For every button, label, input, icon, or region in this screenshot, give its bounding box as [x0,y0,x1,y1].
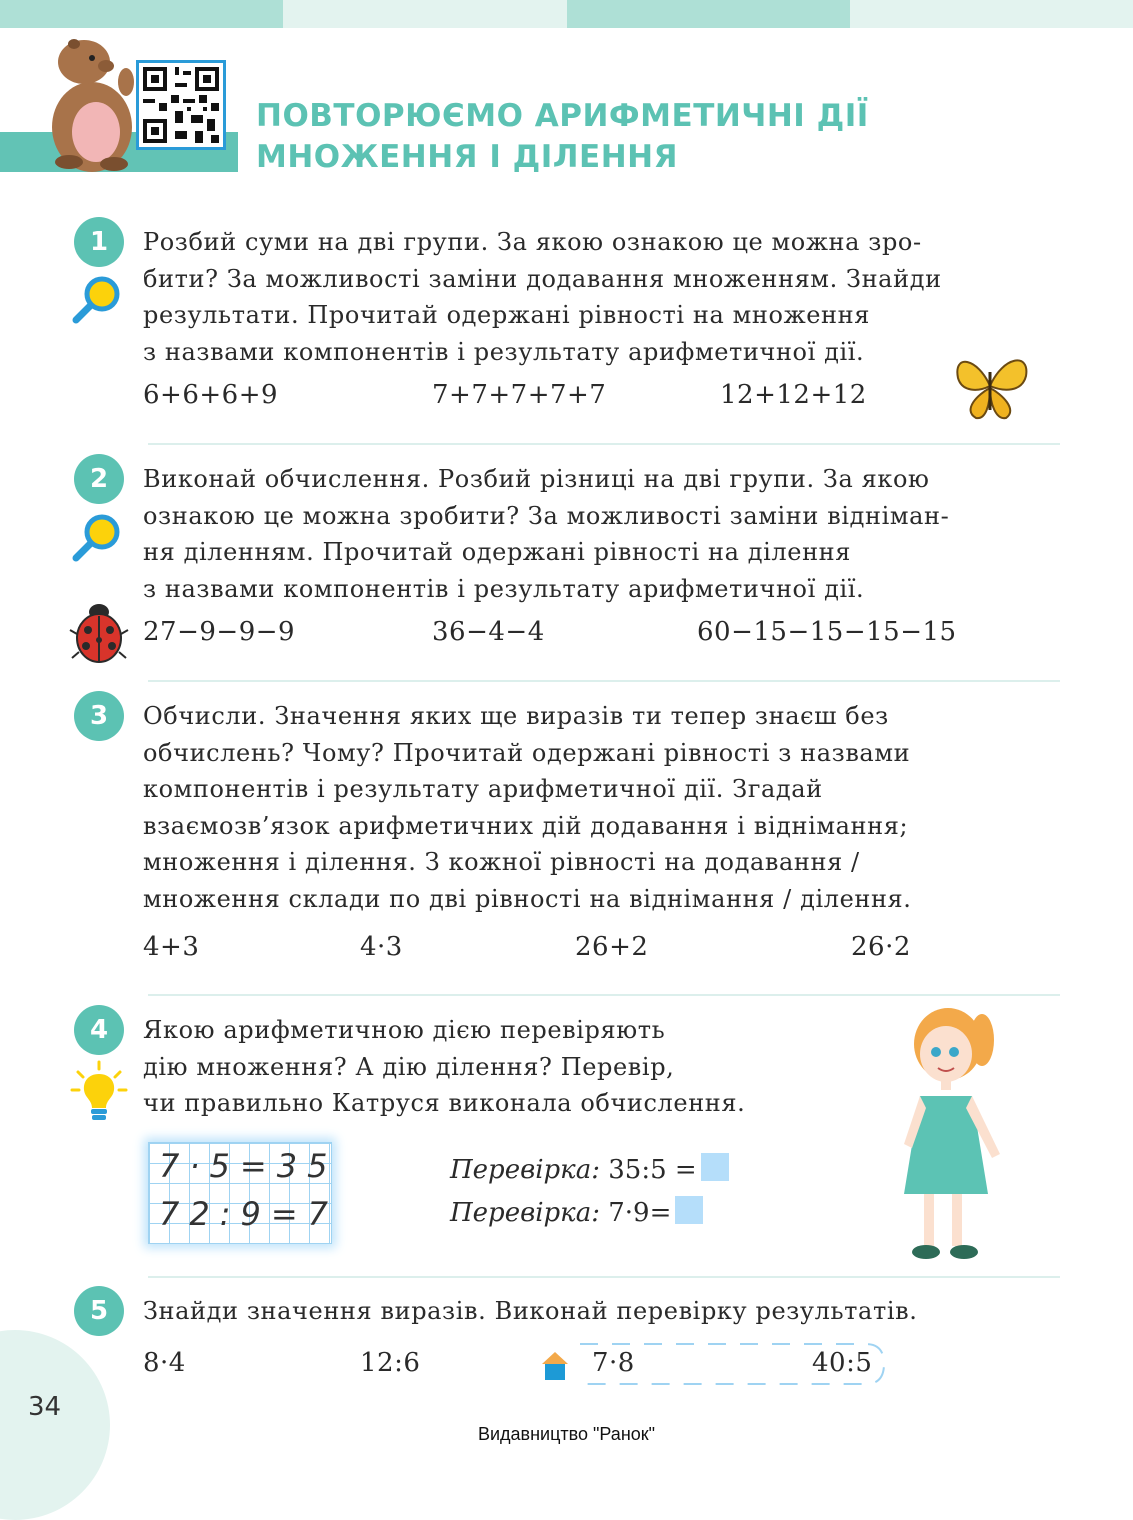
task-number-1: 1 [74,217,124,267]
divider [148,994,1060,996]
handwritten-equation: 72:9=7 [159,1195,339,1233]
task-2-expression: 60−15−15−15−15 [697,617,957,647]
task-number-4: 4 [74,1005,124,1055]
page-title [256,96,869,178]
magnifier-icon [70,272,126,328]
task-3-expression: 4·3 [360,932,403,962]
check-label: Перевірка: [450,1198,600,1228]
title-line-2: МНОЖЕННЯ І ДІЛЕННЯ [256,139,678,175]
notebook-calculations [148,1142,339,1244]
publisher-footer: Видавництво "Ранок" [477,1424,656,1444]
magnifier-icon [70,510,126,566]
task-1-expression: 6+6+6+9 [143,380,279,410]
check-line [450,1196,703,1228]
task-4-line: чи правильно Катруся виконала обчислення. [143,1089,746,1117]
task-2-expression: 36−4−4 [432,617,545,647]
task-2-line: Виконай обчислення. Розбий різниці на дві групи. За якою [143,465,930,493]
task-1-line: Розбий суми на дві групи. За якою ознакою це можна зро- [143,228,922,256]
qr-code[interactable] [136,60,226,150]
task-3-expression: 26+2 [575,932,649,962]
house-icon [540,1350,570,1382]
divider [148,443,1060,445]
task-number-5: 5 [74,1286,124,1336]
page-number: 34 [28,1392,62,1422]
task-1-text [143,224,942,370]
task-3-expression: 26·2 [851,932,911,962]
task-3-line: взаємозв’язок арифметичних дій додавання і віднімання; [143,811,909,840]
task-3-line: множення і ділення. З кожної рівності на додавання / [143,848,860,876]
task-5-expression: 7·8 [592,1348,635,1378]
task-2-line: з назвами компонентів і результату арифметичної дії. [143,574,865,603]
answer-box[interactable] [701,1153,729,1181]
check-line [450,1153,729,1185]
task-1-line: з назвами компонентів і результату арифметичної дії. [143,337,865,366]
title-line-1: ПОВТОРЮЄМО АРИФМЕТИЧНІ ДІЇ [256,98,869,134]
divider [148,680,1060,682]
task-number-2: 2 [74,454,124,504]
task-4-line: Якою арифметичною дією перевіряють [143,1016,666,1044]
task-3-expression: 4+3 [143,932,200,962]
task-5-expression: 8·4 [143,1348,186,1378]
check-expression: 7·9= [608,1198,672,1228]
task-5-text [143,1293,917,1330]
task-3-text [143,698,912,917]
task-5-line: Знайди значення виразів. Виконай перевірку результатів. [143,1297,918,1325]
task-4-line: дію множення? А дію ділення? Перевір, [143,1052,675,1081]
task-3-line: множення склади по дві рівності на віднімання / ділення. [143,884,912,913]
check-label: Перевірка: [450,1155,600,1185]
task-3-line: Обчисли. Значення яких ще виразів ти тепер знаєш без [143,702,889,730]
task-2-line: ознакою це можна зробити? За можливості заміни відніман- [143,501,950,530]
task-3-line: компонентів і результату арифметичної дії. Згадай [143,775,823,803]
answer-box[interactable] [675,1196,703,1224]
task-4-text [143,1012,745,1122]
task-1-line: бити? За можливості заміни додавання множенням. Знайди [143,264,942,293]
butterfly-icon [948,348,1032,424]
girl-illustration [890,1004,1010,1266]
capybara-mascot [44,32,144,172]
qr-pattern-icon [139,63,223,147]
divider [148,1276,1060,1278]
task-number-3: 3 [74,691,124,741]
top-color-bar [0,0,1133,28]
task-5-expression: 40:5 [812,1348,873,1378]
task-3-line: обчислень? Чому? Прочитай одержані рівності з назвами [143,738,911,767]
task-2-line: ня діленням. Прочитай одержані рівності на ділення [143,538,852,566]
task-2-text [143,461,949,607]
task-5-expression: 12:6 [360,1348,421,1378]
ladybug-icon [68,600,130,666]
task-2-expression: 27−9−9−9 [143,617,296,647]
handwritten-equation: 7·5=35 [159,1147,338,1185]
lightbulb-icon [70,1060,128,1126]
task-1-expression: 7+7+7+7+7 [432,380,607,410]
task-1-expression: 12+12+12 [720,380,867,410]
task-1-line: результати. Прочитай одержані рівності на множення [143,301,870,329]
check-expression: 35:5 = [608,1155,697,1185]
